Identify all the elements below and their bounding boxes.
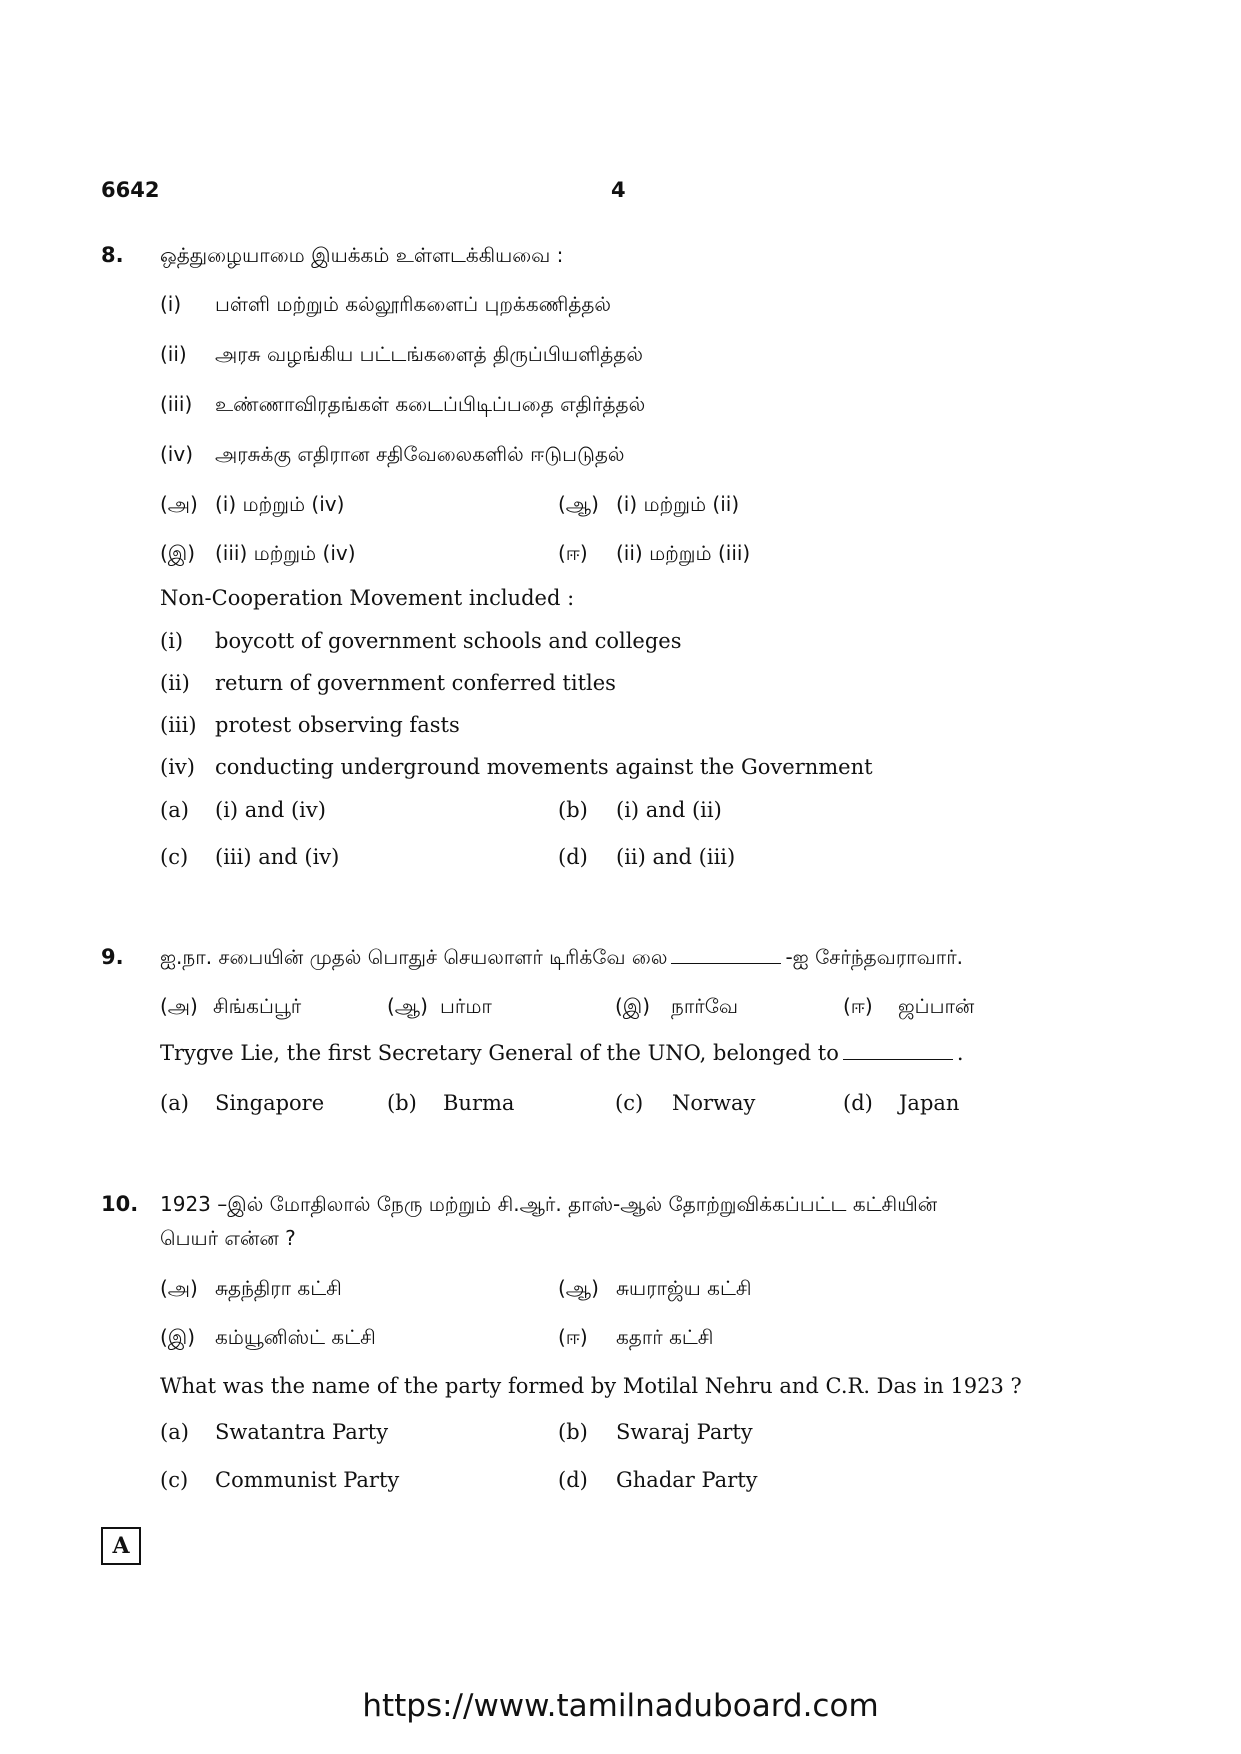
q8-ta-option-text: (ii) மற்றும் (iii) (616, 541, 751, 565)
q8-ta-option-text: (i) மற்றும் (iv) (215, 492, 345, 516)
q9-ta-option-text: பர்மா (440, 994, 492, 1018)
answer-blank (671, 947, 781, 964)
q9-en-option-key: (c) (615, 1091, 644, 1115)
q8-ta-option-text: (iii) மற்றும் (iv) (215, 541, 356, 565)
footer-url: https://www.tamilnaduboard.com (362, 1688, 879, 1724)
q8-ta-item-text: அரசு வழங்கிய பட்டங்களைத் திருப்பியளித்தல் (215, 342, 643, 366)
q8-ta-item-num: (ii) (160, 342, 187, 366)
question-10-number: 10. (101, 1192, 139, 1216)
q9-en-option-key: (a) (160, 1091, 189, 1115)
q10-en-option-key: (b) (558, 1420, 588, 1444)
q10-ta-option-key: (ஆ) (558, 1276, 599, 1300)
q9-en-option-key: (b) (387, 1091, 417, 1115)
q10-ta-option-text: கம்யூனிஸ்ட் கட்சி (215, 1325, 376, 1349)
q9-en-option-text: Singapore (215, 1091, 325, 1115)
q8-en-item-num: (iv) (160, 755, 195, 779)
q9-ta-option-key: (அ) (160, 994, 198, 1018)
q8-ta-option-key: (ஈ) (558, 541, 588, 565)
page-number: 4 (611, 178, 626, 202)
q8-en-option-key: (c) (160, 845, 189, 869)
q10-en-option-key: (d) (558, 1468, 588, 1492)
q8-ta-item-num: (iv) (160, 442, 193, 466)
q8-ta-item-text: பள்ளி மற்றும் கல்லூரிகளைப் புறக்கணித்தல் (215, 292, 612, 316)
q8-en-option-key: (b) (558, 798, 588, 822)
q8-ta-item-num: (i) (160, 292, 182, 316)
q8-ta-option-text: (i) மற்றும் (ii) (616, 492, 740, 516)
question-9-number: 9. (101, 945, 124, 969)
q8-en-option-text: (ii) and (iii) (616, 845, 736, 869)
q10-en-option-key: (c) (160, 1468, 189, 1492)
q8-en-item-text: boycott of government schools and colleges (215, 629, 682, 653)
q8-ta-option-key: (ஆ) (558, 492, 599, 516)
question-10-tamil-stem-line2: பெயர் என்ன ? (160, 1226, 296, 1250)
q10-ta-option-text: சுயராஜ்ய கட்சி (616, 1276, 752, 1300)
q10-ta-option-key: (ஈ) (558, 1325, 588, 1349)
q9-en-option-text: Burma (443, 1091, 515, 1115)
q9-ta-stem-part1: ஐ.நா. சபையின் முதல் பொதுச் செயலாளர் டிரிக்வே லை (160, 945, 668, 969)
question-8-english-stem: Non-Cooperation Movement included : (160, 586, 575, 610)
q8-en-item-text: conducting underground movements against the Government (215, 755, 873, 779)
q10-en-option-key: (a) (160, 1420, 189, 1444)
q9-ta-option-key: (இ) (615, 994, 651, 1018)
q8-en-option-key: (a) (160, 798, 189, 822)
q9-ta-option-text: நார்வே (671, 994, 739, 1018)
question-9-tamil-stem (160, 945, 963, 972)
q9-en-option-text: Japan (899, 1091, 960, 1115)
q9-ta-option-text: ஜப்பான் (898, 994, 975, 1018)
q8-ta-item-text: உண்ணாவிரதங்கள் கடைப்பிடிப்பதை எதிர்த்தல் (215, 392, 646, 416)
q9-ta-option-key: (ஈ) (843, 994, 873, 1018)
answer-blank (843, 1043, 953, 1060)
paper-code: 6642 (101, 178, 160, 202)
q10-ta-option-key: (இ) (160, 1325, 196, 1349)
q8-ta-item-num: (iii) (160, 392, 193, 416)
q10-ta-option-text: கதார் கட்சி (616, 1325, 714, 1349)
question-9-english-stem (160, 1041, 964, 1065)
q8-ta-option-key: (அ) (160, 492, 198, 516)
question-10-english-stem: What was the name of the party formed by Motilal Nehru and C.R. Das in 1923 ? (160, 1374, 1022, 1398)
q8-en-option-key: (d) (558, 845, 588, 869)
q10-en-option-text: Ghadar Party (616, 1468, 758, 1492)
q8-ta-option-key: (இ) (160, 541, 196, 565)
q9-en-stem-part1: Trygve Lie, the first Secretary General of the UNO, belonged to (160, 1041, 839, 1065)
q8-en-item-text: protest observing fasts (215, 713, 460, 737)
q9-ta-option-key: (ஆ) (387, 994, 428, 1018)
q10-ta-option-text: சுதந்திரா கட்சி (215, 1276, 342, 1300)
q8-en-option-text: (iii) and (iv) (215, 845, 340, 869)
q8-en-item-num: (iii) (160, 713, 197, 737)
q10-en-option-text: Swaraj Party (616, 1420, 753, 1444)
q10-en-option-text: Swatantra Party (215, 1420, 389, 1444)
q8-ta-item-text: அரசுக்கு எதிரான சதிவேலைகளில் ஈடுபடுதல் (215, 442, 625, 466)
q9-en-stem-part2: . (956, 1041, 964, 1065)
q9-ta-stem-part2: -ஐ சேர்ந்தவராவார். (785, 945, 963, 969)
question-10-tamil-stem-line1: 1923 –இல் மோதிலால் நேரு மற்றும் சி.ஆர். தாஸ்-ஆல் தோற்றுவிக்கப்பட்ட கட்சியின் (160, 1192, 938, 1216)
q8-en-item-num: (i) (160, 629, 184, 653)
q8-en-item-text: return of government conferred titles (215, 671, 616, 695)
q9-en-option-text: Norway (672, 1091, 756, 1115)
q10-ta-option-key: (அ) (160, 1276, 198, 1300)
q9-en-option-key: (d) (843, 1091, 873, 1115)
series-box-label: A (101, 1527, 141, 1565)
q8-en-option-text: (i) and (ii) (616, 798, 722, 822)
question-8-tamil-stem: ஒத்துழையாமை இயக்கம் உள்ளடக்கியவை : (160, 243, 564, 267)
q8-en-option-text: (i) and (iv) (215, 798, 326, 822)
question-8-number: 8. (101, 243, 124, 267)
q10-en-option-text: Communist Party (215, 1468, 400, 1492)
q9-ta-option-text: சிங்கப்பூர் (213, 994, 302, 1018)
q8-en-item-num: (ii) (160, 671, 190, 695)
